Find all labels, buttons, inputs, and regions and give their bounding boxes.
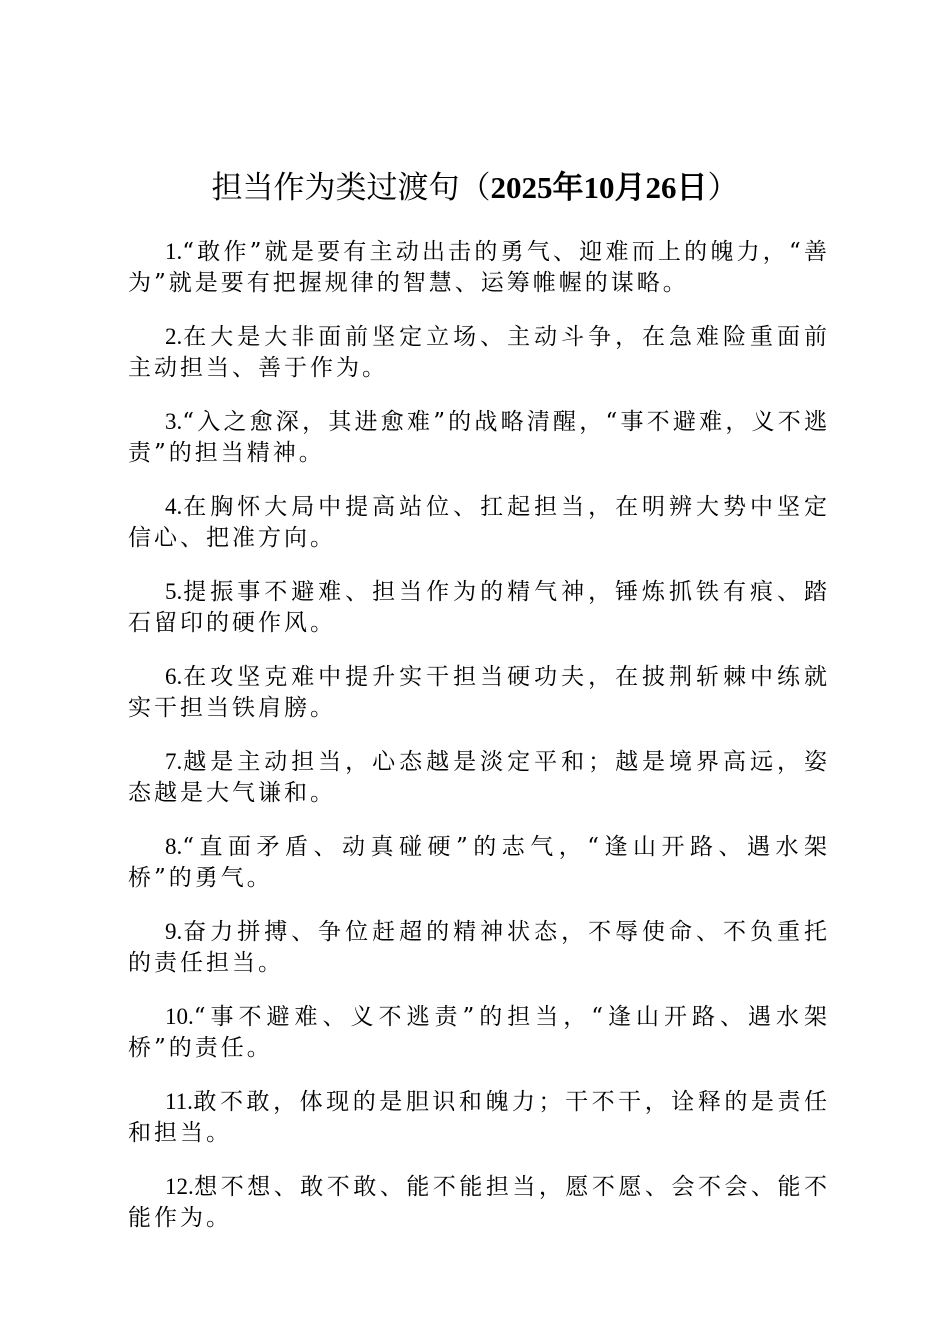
- paragraph-number: 7.: [165, 749, 183, 774]
- title-date: 2025年10月26日: [490, 170, 708, 205]
- paragraph-number: 6.: [165, 664, 183, 689]
- paragraph-text: 敢不敢，体现的是胆识和魄力；干不干，诠释的是责任和担当。: [128, 1089, 830, 1146]
- paragraph: [128, 491, 830, 554]
- paragraph: [128, 831, 830, 894]
- paragraph-text: 越是主动担当，心态越是淡定平和；越是境界高远，姿态越是大气谦和。: [128, 749, 830, 806]
- paragraph: [128, 1171, 830, 1234]
- paragraph-text: 想不想、敢不敢、能不能担当，愿不愿、会不会、能不能作为。: [128, 1174, 830, 1231]
- paragraph-text: 提振事不避难、担当作为的精气神，锤炼抓铁有痕、踏石留印的硬作风。: [128, 579, 830, 636]
- paragraph-number: 12.: [165, 1174, 194, 1199]
- paragraph-text: “敢作”就是要有主动出击的勇气、迎难而上的魄力，“善为”就是要有把握规律的智慧、运筹帷幄的谋略。: [128, 239, 830, 296]
- paragraph-number: 11.: [165, 1089, 193, 1114]
- paragraph-number: 8.: [165, 834, 183, 859]
- paragraph-text: 奋力拼搏、争位赶超的精神状态，不辱使命、不负重托的责任担当。: [128, 919, 830, 976]
- paragraph: [128, 236, 830, 299]
- paragraph-number: 5.: [165, 579, 183, 604]
- paragraph-text: “事不避难、义不逃责”的担当，“逢山开路、遇水架桥”的责任。: [128, 1004, 830, 1061]
- paragraph: [128, 661, 830, 724]
- paragraph: [128, 406, 830, 469]
- paragraph-number: 1.: [165, 239, 183, 264]
- title-suffix: ）: [707, 170, 739, 206]
- paragraph-number: 4.: [165, 494, 183, 519]
- paragraph: [128, 746, 830, 809]
- paragraph: [128, 1086, 830, 1149]
- paragraph: [128, 916, 830, 979]
- paragraph-text: 在胸怀大局中提高站位、扛起担当，在明辨大势中坚定信心、把准方向。: [128, 494, 830, 551]
- paragraph: [128, 321, 830, 384]
- paragraph-number: 3.: [165, 409, 183, 434]
- page-title: [0, 166, 950, 210]
- paragraph: [128, 1001, 830, 1064]
- paragraph-text: “直面矛盾、动真碰硬”的志气，“逢山开路、遇水架桥”的勇气。: [128, 834, 830, 891]
- paragraph-number: 10.: [165, 1004, 194, 1029]
- paragraph-text: 在大是大非面前坚定立场、主动斗争，在急难险重面前主动担当、善于作为。: [128, 324, 830, 381]
- paragraph-number: 2.: [165, 324, 183, 349]
- paragraph-number: 9.: [165, 919, 183, 944]
- paragraph-text: 在攻坚克难中提升实干担当硬功夫，在披荆斩棘中练就实干担当铁肩膀。: [128, 664, 830, 721]
- paragraph-text: “入之愈深，其进愈难”的战略清醒，“事不避难，义不逃责”的担当精神。: [128, 409, 830, 466]
- document-body: [128, 236, 830, 1256]
- paragraph: [128, 576, 830, 639]
- title-prefix: 担当作为类过渡句（: [211, 170, 491, 206]
